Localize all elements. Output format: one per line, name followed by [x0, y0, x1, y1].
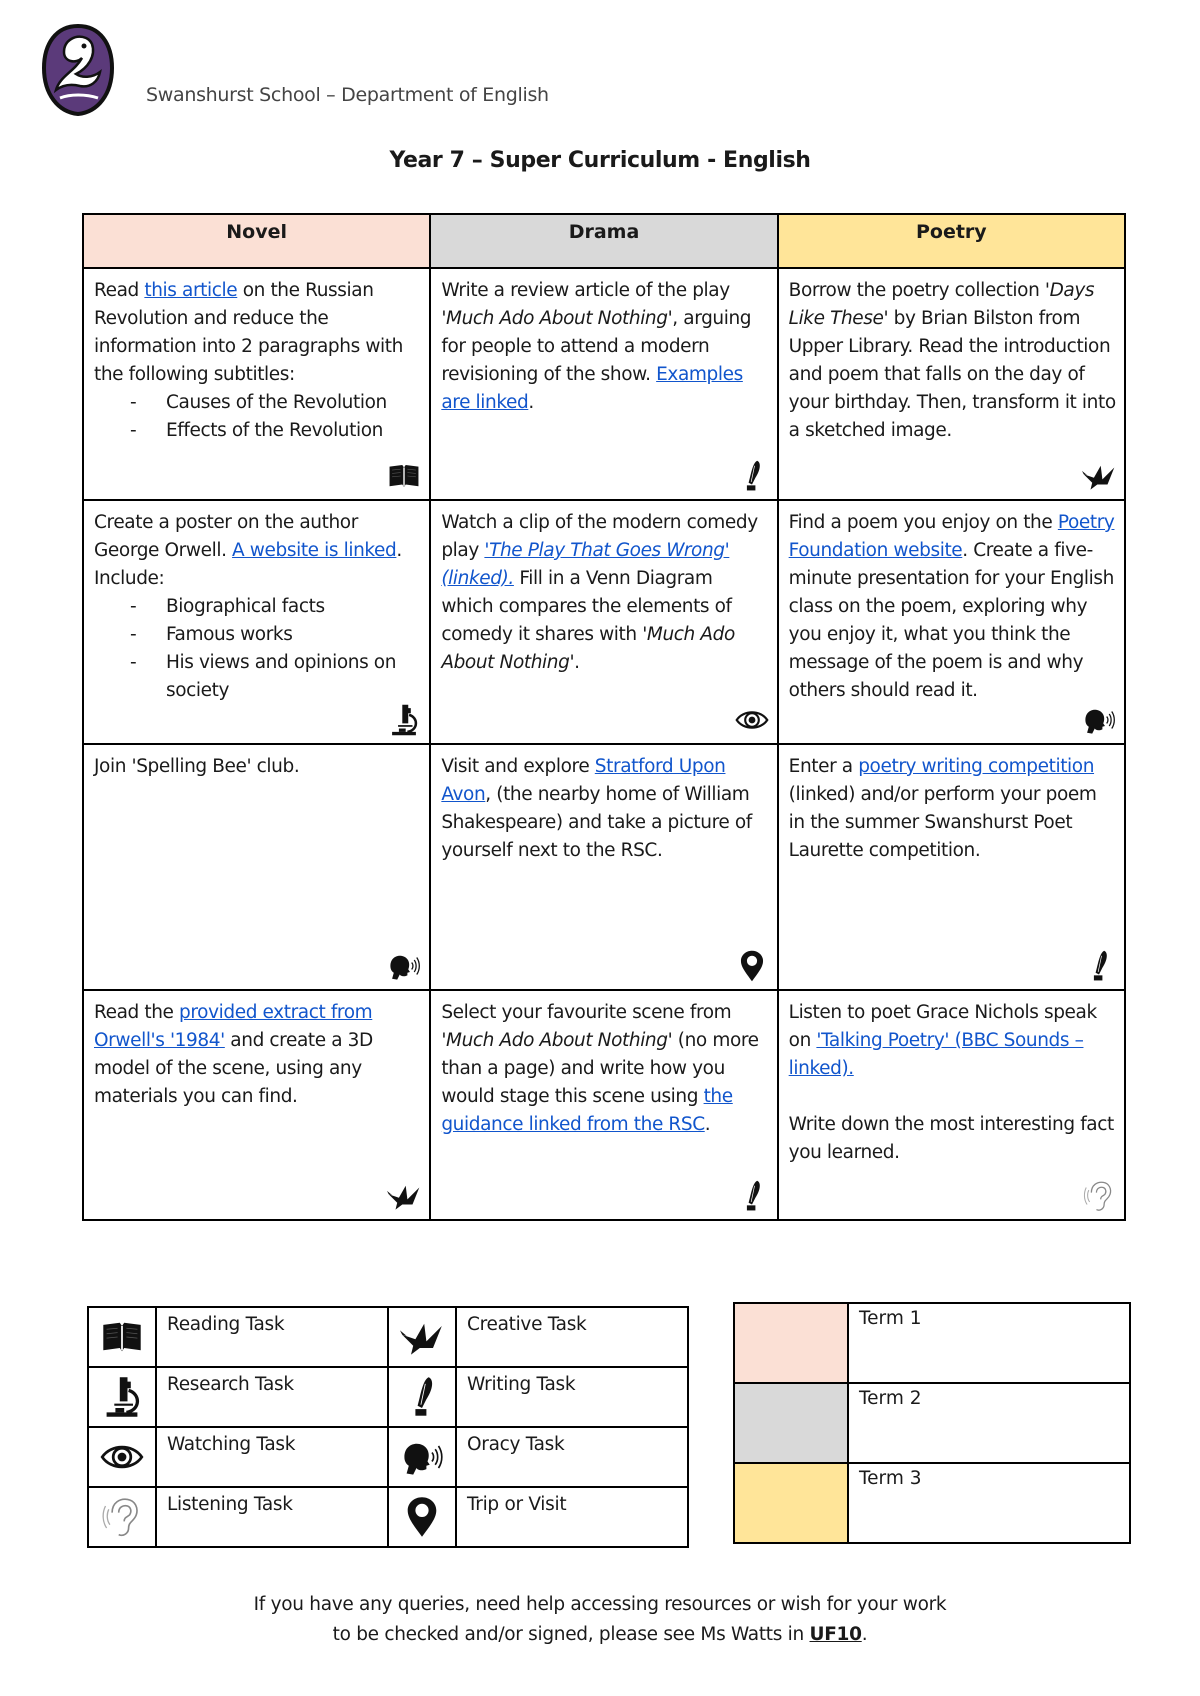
crane-icon	[388, 1307, 456, 1367]
term-2-swatch	[734, 1383, 848, 1463]
list-item: - Causes of the Revolution	[130, 389, 421, 417]
term-1-swatch	[734, 1303, 848, 1383]
term-label: Term 2	[848, 1383, 1130, 1463]
quill-icon	[388, 1367, 456, 1427]
microscope-icon	[387, 703, 421, 737]
poetry-foundation-link[interactable]: Poetry Foundation website	[788, 512, 1115, 561]
icon-legend	[87, 1306, 689, 1548]
task-novel-1984-model: Read the provided extract from Orwell's '1984' and create a 3D model of the scene, using any materials you can find.	[83, 990, 430, 1220]
poster-contents-list	[94, 593, 421, 705]
list-item: - Effects of the Revolution	[130, 417, 421, 445]
quill-icon	[735, 1179, 769, 1213]
task-novel-orwell-poster: Create a poster on the author George Orwell. A website is linked. Include: - Biographical facts - Famous works - His views and opinions on society	[83, 500, 430, 744]
task-drama-review-article: Write a review article of the play 'Much Ado About Nothing', arguing for people to attend a modern revisioning of the show. Examples are linked.	[430, 268, 777, 500]
task-drama-stratford-visit: Visit and explore Stratford Upon Avon, (the nearby home of William Shakespeare) and take a picture of yourself next to the RSC.	[430, 744, 777, 990]
eye-icon	[735, 703, 769, 737]
room-number: UF10	[809, 1624, 862, 1645]
this-article-link[interactable]: this article	[144, 280, 238, 301]
subtitle-list	[94, 389, 421, 445]
task-poetry-presentation: Find a poem you enjoy on the Poetry Foundation website. Create a five-minute presentation for your English class on the poem, exploring why you enjoy it, what you think the message of the poem is and why others should read it.	[778, 500, 1125, 744]
speaking-head-icon	[387, 949, 421, 983]
column-header-novel: Novel	[83, 214, 430, 268]
list-item: - Famous works	[130, 621, 421, 649]
list-item: - His views and opinions on society	[130, 649, 421, 705]
task-poetry-competition: Enter a poetry writing competition (linked) and/or perform your poem in the summer Swanshurst Poet Laurette competition.	[778, 744, 1125, 990]
legend-label: Research Task	[156, 1367, 388, 1427]
legend-label: Oracy Task	[456, 1427, 688, 1487]
term-label: Term 3	[848, 1463, 1130, 1543]
school-crest-logo	[42, 24, 114, 116]
play-that-goes-wrong-link[interactable]: 'The Play That Goes Wrong' (linked).	[441, 540, 730, 589]
page-title: Year 7 – Super Curriculum - English	[389, 148, 811, 173]
speaking-head-icon	[1082, 703, 1116, 737]
term-label: Term 1	[848, 1303, 1130, 1383]
orwell-1984-extract-link[interactable]: provided extract from Orwell's '1984'	[94, 1002, 373, 1051]
legend-label: Trip or Visit	[456, 1487, 688, 1547]
ear-icon	[1082, 1179, 1116, 1213]
microscope-icon	[88, 1367, 156, 1427]
book-icon	[88, 1307, 156, 1367]
task-novel-russian-revolution: Read this article on the Russian Revolution and reduce the information into 2 paragraphs with the following subtitles: - Causes of the Revolution - Effects of the Revolution	[83, 268, 430, 500]
task-novel-spelling-bee: Join 'Spelling Bee' club.	[83, 744, 430, 990]
page-header	[42, 24, 742, 120]
poetry-competition-link[interactable]: poetry writing competition	[858, 756, 1095, 777]
task-drama-play-that-goes-wrong: Watch a clip of the modern comedy play 'The Play That Goes Wrong' (linked). Fill in a Venn Diagram which compares the elements of comedy it shares with 'Much Ado About Nothing'.	[430, 500, 777, 744]
footer-line-2: to be checked and/or signed, please see Ms Watts in UF10.	[332, 1624, 868, 1645]
quill-icon	[1082, 949, 1116, 983]
task-drama-stage-scene: Select your favourite scene from 'Much Ado About Nothing' (no more than a page) and write how you would stage this scene using the guidance linked from the RSC.	[430, 990, 777, 1220]
quill-icon	[735, 459, 769, 493]
rsc-guidance-link[interactable]: the guidance linked from the RSC	[441, 1086, 733, 1135]
legend-label: Writing Task	[456, 1367, 688, 1427]
legend-label: Listening Task	[156, 1487, 388, 1547]
super-curriculum-grid	[82, 213, 1126, 1221]
ear-icon	[88, 1487, 156, 1547]
legend-label: Reading Task	[156, 1307, 388, 1367]
legend-label: Watching Task	[156, 1427, 388, 1487]
eye-icon	[88, 1427, 156, 1487]
orwell-website-link[interactable]: A website is linked	[232, 540, 397, 561]
location-pin-icon	[735, 949, 769, 983]
footer-line-1: If you have any queries, need help accessing resources or wish for your work	[253, 1594, 947, 1615]
term-3-swatch	[734, 1463, 848, 1543]
list-item: - Biographical facts	[130, 593, 421, 621]
task-poetry-grace-nichols: Listen to poet Grace Nichols speak on 'Talking Poetry' (BBC Sounds – linked). Write down the most interesting fact you learned.	[778, 990, 1125, 1220]
column-header-drama: Drama	[430, 214, 777, 268]
book-icon	[387, 459, 421, 493]
stratford-upon-avon-link[interactable]: Stratford Upon Avon	[441, 756, 726, 805]
speaking-head-icon	[388, 1427, 456, 1487]
legend-label: Creative Task	[456, 1307, 688, 1367]
examples-link[interactable]: Examples are linked	[441, 364, 743, 413]
contact-footer	[0, 1590, 1200, 1650]
location-pin-icon	[388, 1487, 456, 1547]
crane-icon	[387, 1179, 421, 1213]
term-colour-key	[733, 1302, 1131, 1544]
task-poetry-days-like-these: Borrow the poetry collection 'Days Like These' by Brian Bilston from Upper Library. Read the introduction and poem that falls on the day of your birthday. Then, transform it into a sketched image.	[778, 268, 1125, 500]
crane-icon	[1082, 459, 1116, 493]
column-header-poetry: Poetry	[778, 214, 1125, 268]
talking-poetry-link[interactable]: 'Talking Poetry' (BBC Sounds – linked).	[788, 1030, 1084, 1079]
school-department-name: Swanshurst School – Department of English	[146, 84, 549, 106]
